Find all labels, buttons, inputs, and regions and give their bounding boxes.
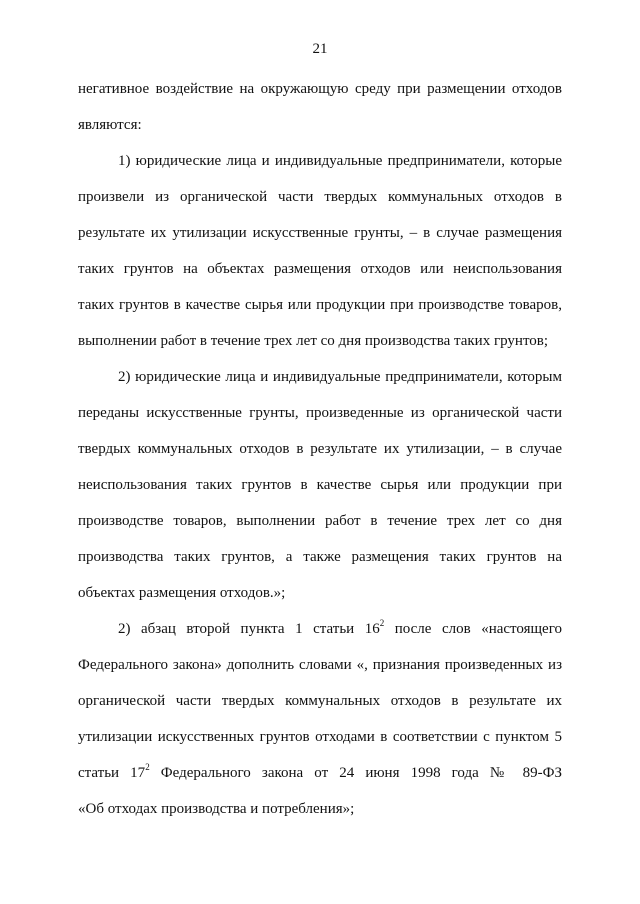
text-line: производстве товаров, выполнении работ в течение трех лет со дня xyxy=(78,513,562,529)
text-line xyxy=(78,763,562,783)
superscript: 2 xyxy=(145,762,150,772)
amendment-paragraph xyxy=(118,619,562,639)
text-line: произвели из органической части твердых коммунальных отходов в xyxy=(78,189,562,205)
text-line: переданы искусственные грунты, произведенные из органической части xyxy=(78,405,562,421)
text-line: результате их утилизации искусственные грунты, – в случае размещения xyxy=(78,225,562,241)
text-line: Федерального закона» дополнить словами «, признания произведенных из xyxy=(78,657,562,673)
text-fragment: статьи 17 xyxy=(78,765,146,781)
text-line: объектах размещения отходов.»; xyxy=(78,585,286,601)
text-line: твердых коммунальных отходов в результате их утилизации, – в случае xyxy=(78,441,562,457)
text-fragment: Федерального закона от 24 июня 1998 года № 89-ФЗ xyxy=(149,765,562,781)
text-line: производства таких грунтов, а также размещения таких грунтов на xyxy=(78,549,562,565)
text-line: «Об отходах производства и потребления»; xyxy=(78,801,355,817)
text-line: являются: xyxy=(78,117,142,133)
list-item-2: 2) юридические лица и индивидуальные предприниматели, которым xyxy=(118,369,562,385)
text-line: таких грунтов в качестве сырья или продукции при производстве товаров, xyxy=(78,297,562,313)
text-line: негативное воздействие на окружающую среду при размещении отходов xyxy=(78,81,562,97)
text-fragment: 2) абзац второй пункта 1 статьи 16 xyxy=(118,621,380,637)
text-line: таких грунтов на объектах размещения отходов или неиспользования xyxy=(78,261,562,277)
text-line: неиспользования таких грунтов в качестве сырья или продукции при xyxy=(78,477,562,493)
text-line: выполнении работ в течение трех лет со дня производства таких грунтов; xyxy=(78,333,549,349)
text-line: органической части твердых коммунальных отходов в результате их xyxy=(78,693,562,709)
text-line: утилизации искусственных грунтов отходами в соответствии с пунктом 5 xyxy=(78,729,562,745)
text-fragment: после слов «настоящего xyxy=(384,621,562,637)
list-item-1: 1) юридические лица и индивидуальные предприниматели, которые xyxy=(118,153,562,169)
page-number: 21 xyxy=(312,41,328,57)
superscript: 2 xyxy=(379,618,385,628)
